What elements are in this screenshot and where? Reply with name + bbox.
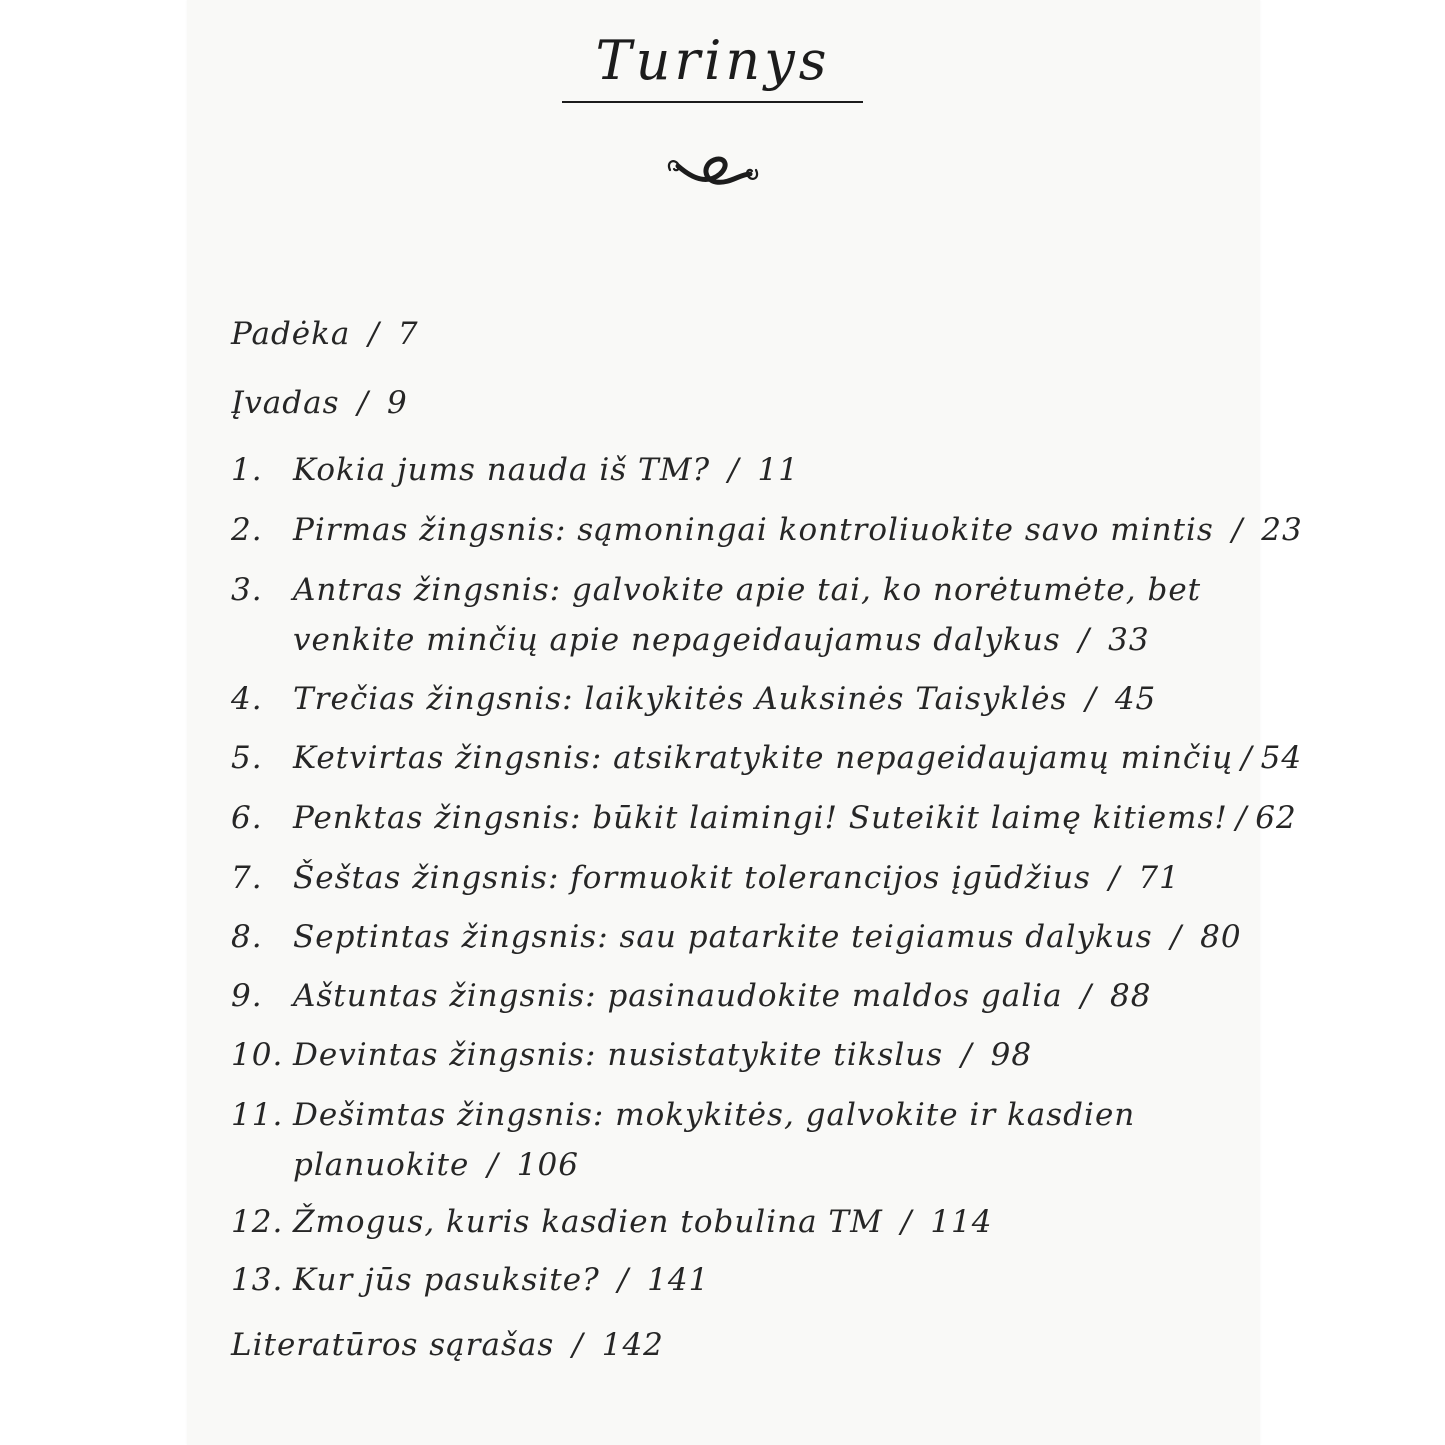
toc-entry[interactable] <box>231 971 1151 1021</box>
toc-page-number: 141 <box>647 1262 710 1298</box>
toc-entry-title: Septintas žingsnis: sau patarkite teigiamus dalykus <box>293 919 1153 955</box>
toc-separator: / <box>487 1147 499 1183</box>
toc-separator: / <box>1085 681 1097 717</box>
toc-entry-number: 8. <box>231 919 263 955</box>
toc-entry[interactable] <box>231 1197 992 1247</box>
toc-separator: / <box>728 452 740 488</box>
toc-separator: / <box>357 385 369 421</box>
toc-entry-number: 6. <box>231 800 263 836</box>
toc-page-number: 88 <box>1110 978 1152 1014</box>
toc-separator: / <box>1080 978 1093 1014</box>
toc-separator: / <box>1235 800 1248 836</box>
toc-page-number: 23 <box>1261 512 1303 548</box>
toc-entry-title: Antras žingsnis: galvokite apie tai, ko norėtumėte, bet <box>293 572 1202 608</box>
toc-entry-title: Kokia jums nauda iš TM? <box>293 452 711 488</box>
toc-entry-number: 4. <box>231 681 263 717</box>
toc-entry[interactable] <box>231 793 1297 843</box>
toc-entry-title: Aštuntas žingsnis: pasinaudokite maldos galia <box>293 978 1063 1014</box>
toc-entry-title: Devintas žingsnis: nusistatykite tikslus <box>293 1037 944 1073</box>
toc-entry-title: Kur jūs pasuksite? <box>293 1262 600 1298</box>
toc-entry-number: 9. <box>231 978 263 1014</box>
toc-entry-number: 5. <box>231 740 263 776</box>
toc-separator: / <box>1170 919 1183 955</box>
toc-entry-number: 1. <box>231 452 263 488</box>
toc-entry-title-continued: venkite minčių apie nepageidaujamus dalykus <box>293 622 1061 658</box>
toc-page-number: 45 <box>1114 681 1157 717</box>
toc-entry-title: Žmogus, kuris kasdien tobulina TM <box>293 1204 883 1240</box>
toc-entry-title-continued: planuokite <box>293 1147 470 1183</box>
toc-separator: / <box>961 1037 973 1073</box>
toc-entry-number: 11. <box>231 1097 284 1133</box>
toc-page-number: 62 <box>1255 800 1297 836</box>
toc-page-number: 54 <box>1260 740 1303 776</box>
toc-entry-title: Literatūros sąrašas <box>231 1327 555 1363</box>
toc-entry[interactable] <box>231 1030 1032 1080</box>
toc-entry-continuation[interactable] <box>293 1140 579 1190</box>
toc-page-number: 106 <box>516 1147 579 1183</box>
toc-page-number: 11 <box>757 452 799 488</box>
toc-entry-number: 10. <box>231 1037 284 1073</box>
toc-separator: / <box>1231 512 1244 548</box>
toc-separator: / <box>572 1327 584 1363</box>
toc-separator: / <box>900 1204 913 1240</box>
toc-entry-title: Penktas žingsnis: būkit laimingi! Suteikit laimę kitiems! <box>293 800 1228 836</box>
toc-entry[interactable] <box>231 1090 1135 1140</box>
toc-page-number: 114 <box>930 1204 993 1240</box>
toc-separator: / <box>1108 860 1121 896</box>
toc-entry-title: Trečias žingsnis: laikykitės Auksinės Taisyklės <box>293 681 1068 717</box>
toc-entry-number: 7. <box>231 860 263 896</box>
toc-separator: / <box>368 316 380 352</box>
toc-entry-title: Pirmas žingsnis: sąmoningai kontroliuokite savo mintis <box>293 512 1214 548</box>
toc-entry[interactable] <box>231 378 408 428</box>
toc-separator: / <box>617 1262 630 1298</box>
toc-entry[interactable] <box>231 912 1242 962</box>
toc-entry-title: Įvadas <box>231 385 340 421</box>
toc-entry[interactable] <box>231 445 799 495</box>
toc-entry[interactable] <box>231 309 419 359</box>
toc-entry[interactable] <box>231 1320 664 1370</box>
toc-page-number: 142 <box>601 1327 664 1363</box>
toc-entry-number: 3. <box>231 572 263 608</box>
toc-entry-title: Padėka <box>231 316 351 352</box>
toc-page-number: 9 <box>386 385 408 421</box>
toc-separator: / <box>1241 740 1253 776</box>
toc-page-number: 80 <box>1200 919 1242 955</box>
toc-entry-number: 12. <box>231 1204 284 1240</box>
toc-entry[interactable] <box>231 674 1156 724</box>
toc-entry[interactable] <box>231 505 1303 555</box>
toc-separator: / <box>1078 622 1091 658</box>
toc-page-number: 98 <box>990 1037 1033 1073</box>
toc-page-number: 71 <box>1138 860 1180 896</box>
toc-entry-title: Šeštas žingsnis: formuokit tolerancijos įgūdžius <box>293 860 1091 896</box>
toc-entry-title: Ketvirtas žingsnis: atsikratykite nepageidaujamų minčių <box>293 740 1234 776</box>
toc-entry[interactable] <box>231 1255 709 1305</box>
toc-entry[interactable] <box>231 733 1302 783</box>
toc-entry-continuation[interactable] <box>293 615 1150 665</box>
toc-page-number: 33 <box>1108 622 1150 658</box>
toc-page-number: 7 <box>397 316 419 352</box>
toc-entry-number: 2. <box>231 512 263 548</box>
page-title: Turinys <box>595 29 831 92</box>
toc-entry[interactable] <box>231 565 1201 615</box>
toc-entry-number: 13. <box>231 1262 284 1298</box>
toc-entry[interactable] <box>231 853 1180 903</box>
toc-entry-title: Dešimtas žingsnis: mokykitės, galvokite ir kasdien <box>293 1097 1136 1133</box>
